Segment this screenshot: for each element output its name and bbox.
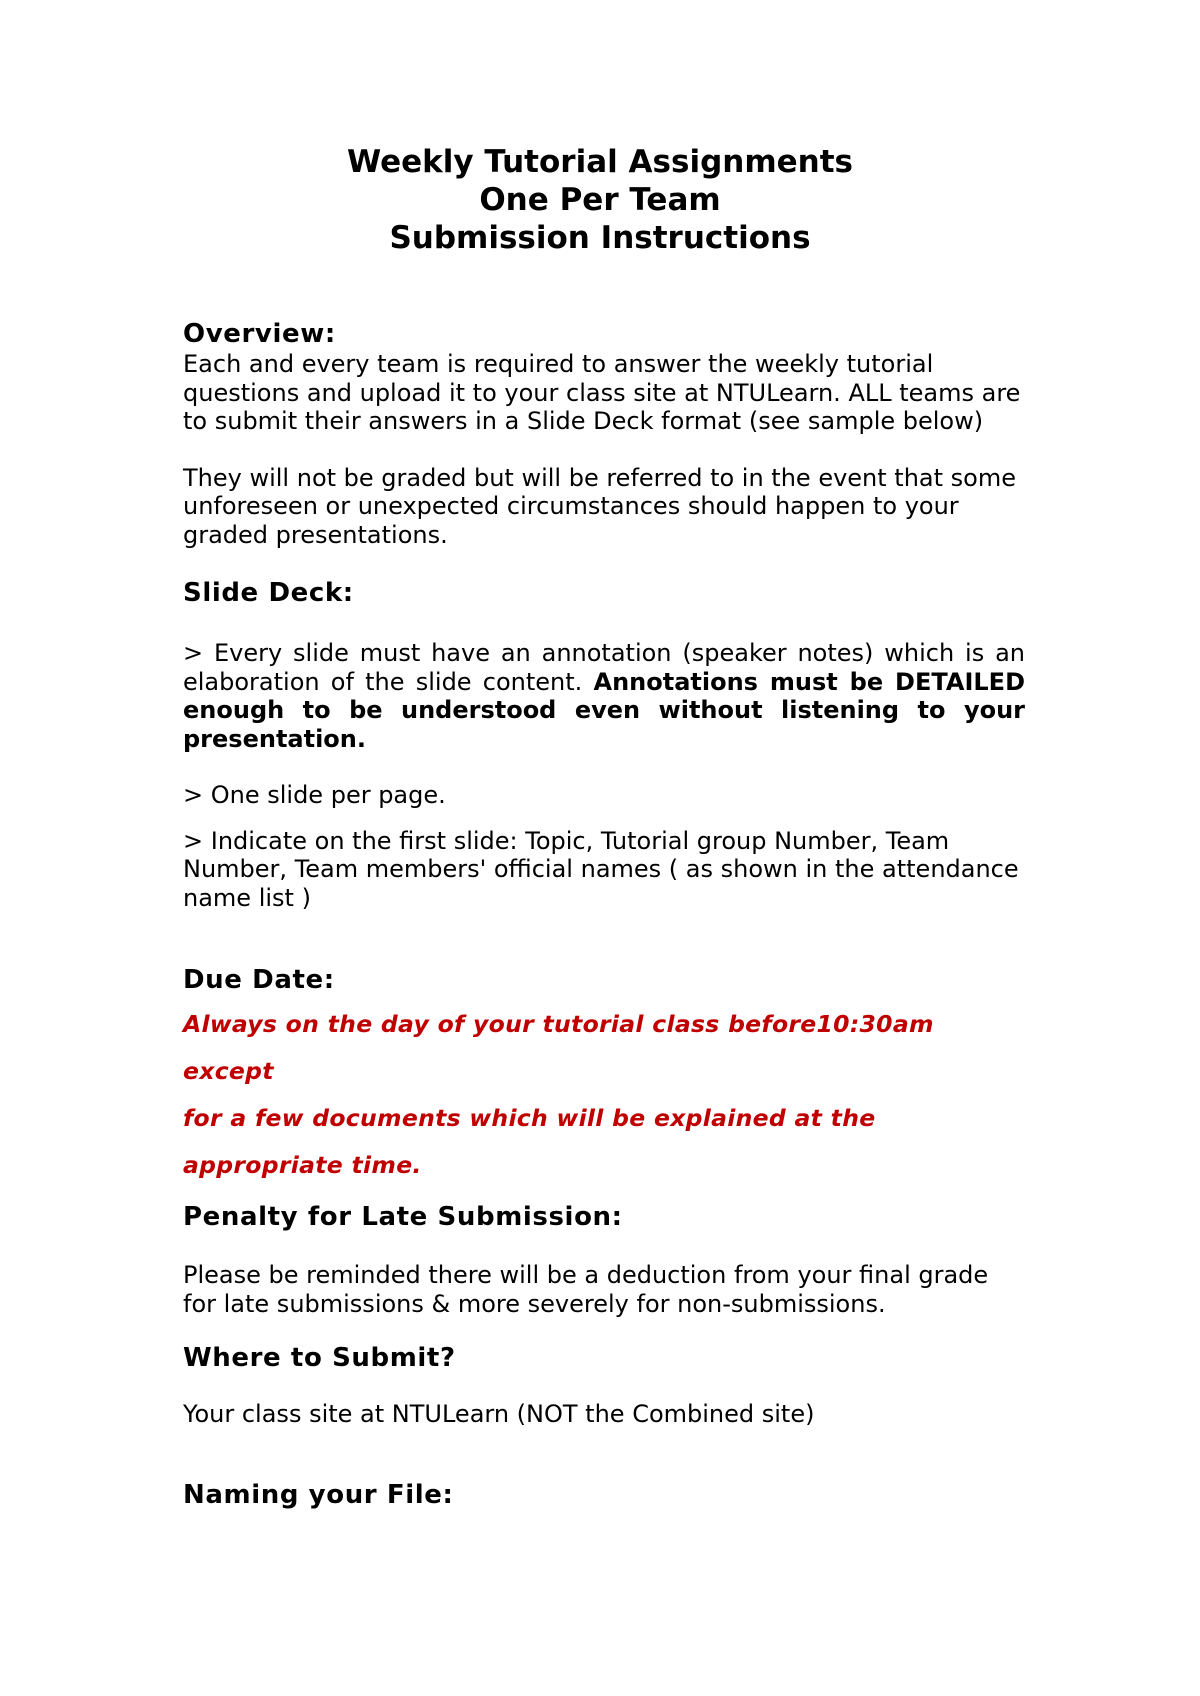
overview-heading: Overview: — [183, 319, 336, 349]
where-to-submit-text: Your class site at NTULearn (NOT the Combined site) — [183, 1400, 815, 1428]
penalty-section — [183, 1201, 1025, 1318]
slide-deck-item-annotation-text: > Every slide must have an annotation (speaker notes) which is an elaboration of the slide content. — [183, 639, 1025, 696]
title-line-2: One Per Team — [479, 182, 721, 218]
due-date-note — [183, 1001, 1025, 1189]
naming-section — [183, 1479, 1025, 1511]
due-date-note-line-1: Always on the day of your tutorial class before10:30am except — [183, 1010, 934, 1085]
slide-deck-item-first-slide: > Indicate on the first slide: Topic, Tutorial group Number, Team Number, Team members' official names ( as shown in the attendance name list ) — [183, 826, 1019, 912]
where-to-submit-section — [183, 1342, 1025, 1429]
document-body — [183, 318, 1025, 1511]
overview-paragraph-2: They will not be graded but will be referred to in the event that some unforeseen or unexpected circumstances should happen to your graded presentations. — [183, 463, 1017, 549]
where-to-submit-heading: Where to Submit? — [183, 1343, 456, 1373]
penalty-heading: Penalty for Late Submission: — [183, 1202, 623, 1232]
due-date-note-line-2: for a few documents which will be explained at the — [183, 1104, 876, 1132]
due-date-heading: Due Date: — [183, 965, 335, 995]
overview-paragraph-1: Each and every team is required to answer the weekly tutorial questions and upload it to your class site at NTULearn. ALL teams are to submit their answers in a Slide Deck format (see sample below) — [183, 350, 1021, 435]
document-title — [0, 143, 1200, 257]
slide-deck-item-annotation — [183, 639, 1025, 753]
title-line-3: Submission Instructions — [389, 220, 811, 256]
slide-deck-item-one-slide: > One slide per page. — [183, 781, 446, 809]
slide-deck-item-annotation-emphasis: Annotations must be DETAILED enough to be understood even without listening to your presentation. — [183, 667, 1025, 753]
title-line-1: Weekly Tutorial Assignments — [346, 144, 853, 180]
slide-deck-section — [183, 577, 1025, 912]
due-date-section — [183, 964, 1025, 1189]
naming-heading: Naming your File: — [183, 1479, 454, 1510]
overview-section — [183, 318, 1025, 549]
slide-deck-heading: Slide Deck: — [183, 578, 354, 608]
penalty-text: Please be reminded there will be a deduction from your final grade for late submissions & more severely for non-submissions. — [183, 1261, 989, 1318]
due-date-note-line-3: appropriate time. — [183, 1151, 422, 1179]
